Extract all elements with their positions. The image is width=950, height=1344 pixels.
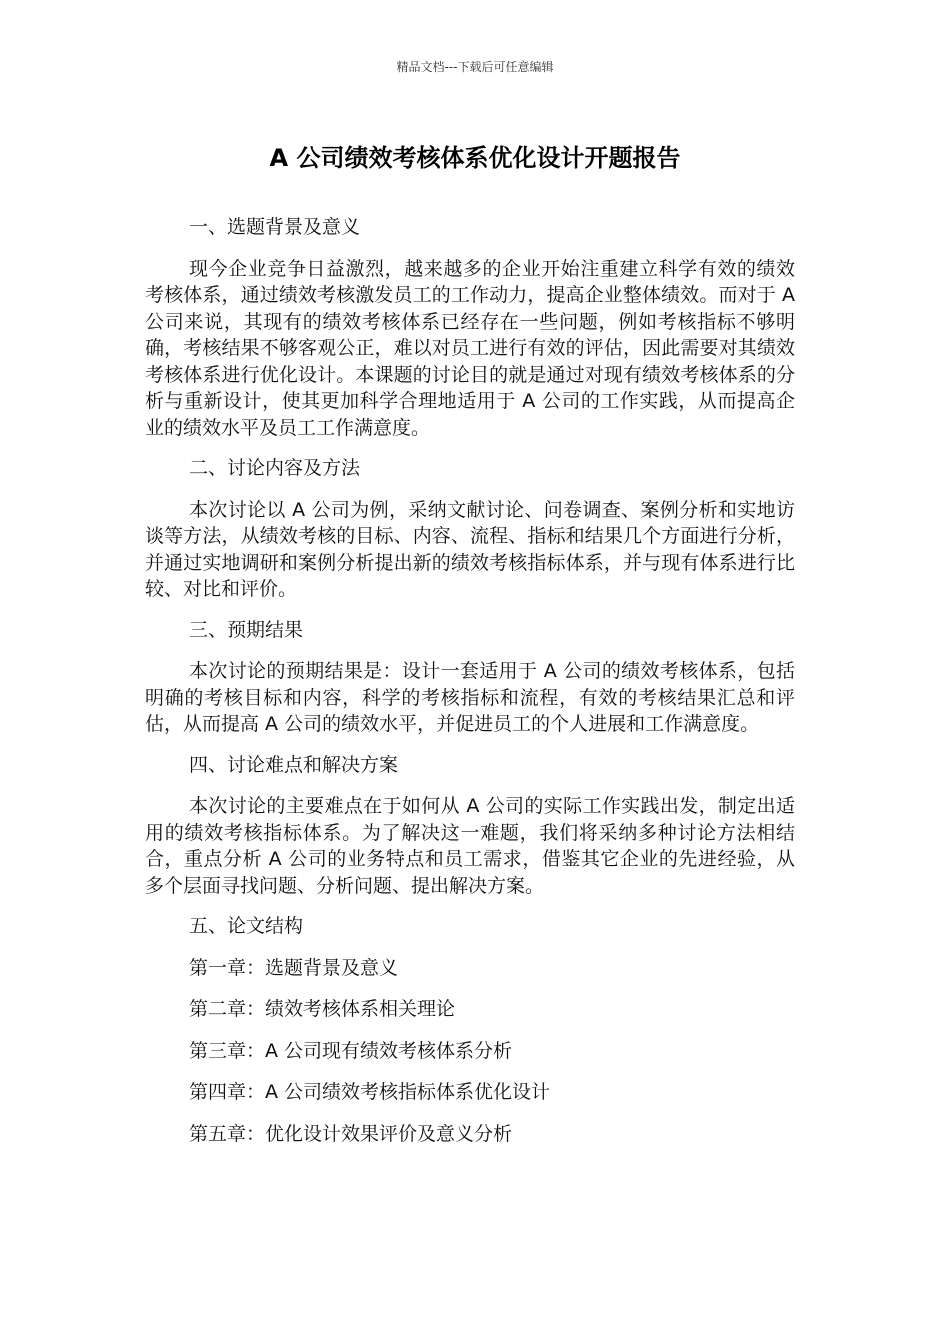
section-paragraph: 本次讨论的预期结果是：设计一套适用于 A 公司的绩效考核体系，包括明确的考核目标和内容，科学的考核指标和流程，有效的考核结果汇总和评估，从而提高 A 公司的绩效水平，并促进员工的个人进展和工作满意度。 [145,660,795,735]
document-body [145,214,795,1162]
chapter-item: 第一章：选题背景及意义 [189,956,399,979]
section-paragraph: 现今企业竞争日益激烈，越来越多的企业开始注重建立科学有效的绩效考核体系，通过绩效考核激发员工的工作动力，提高企业整体绩效。而对于 A 公司来说，其现有的绩效考核体系已经存在一些问题，例如考核指标不够明确，考核结果不够客观公正，难以对员工进行有效的评估，因此需要对其绩效考核体系进行优化设计。本课题的讨论目的就是通过对现有绩效考核体系的分析与重新设计，使其更加科学合理地适用于 A 公司的工作实践，从而提高企业的绩效水平及员工工作满意度。 [145,257,795,439]
chapter-item: 第二章：绩效考核体系相关理论 [189,998,456,1020]
section-expected-results [145,617,795,738]
section-heading: 三、预期结果 [189,618,304,641]
section-content-method [145,455,795,603]
section-paragraph: 本次讨论以 A 公司为例，采纳文献讨论、问卷调查、案例分析和实地访谈等方法，从绩效考核的目标、内容、流程、指标和结果几个方面进行分析，并通过实地调研和案例分析提出新的绩效考核指标体系，并与现有体系进行比较、对比和评价。 [145,498,795,600]
section-heading: 五、论文结构 [189,915,304,937]
section-difficulties [145,752,795,900]
document-title: A 公司绩效考核体系优化设计开题报告 [269,144,681,172]
chapter-item: 第三章：A 公司现有绩效考核体系分析 [189,1039,513,1062]
section-heading: 四、讨论难点和解决方案 [189,753,399,776]
header-note: 精品文档---下载后可任意编辑 [396,60,554,74]
section-background [145,214,795,441]
section-thesis-structure [145,913,795,1147]
section-heading: 二、讨论内容及方法 [189,457,361,479]
chapter-list [145,955,795,1148]
section-paragraph: 本次讨论的主要难点在于如何从 A 公司的实际工作实践出发，制定出适用的绩效考核指标体系。为了解决这一难题，我们将采纳多种讨论方法相结合，重点分析 A 公司的业务特点和员工需求，借鉴其它企业的先进经验，从多个层面寻找问题、分析问题、提出解决方案。 [145,795,795,897]
chapter-item: 第四章：A 公司绩效考核指标体系优化设计 [189,1081,551,1103]
section-heading: 一、选题背景及意义 [189,216,361,238]
chapter-item: 第五章：优化设计效果评价及意义分析 [189,1122,513,1145]
